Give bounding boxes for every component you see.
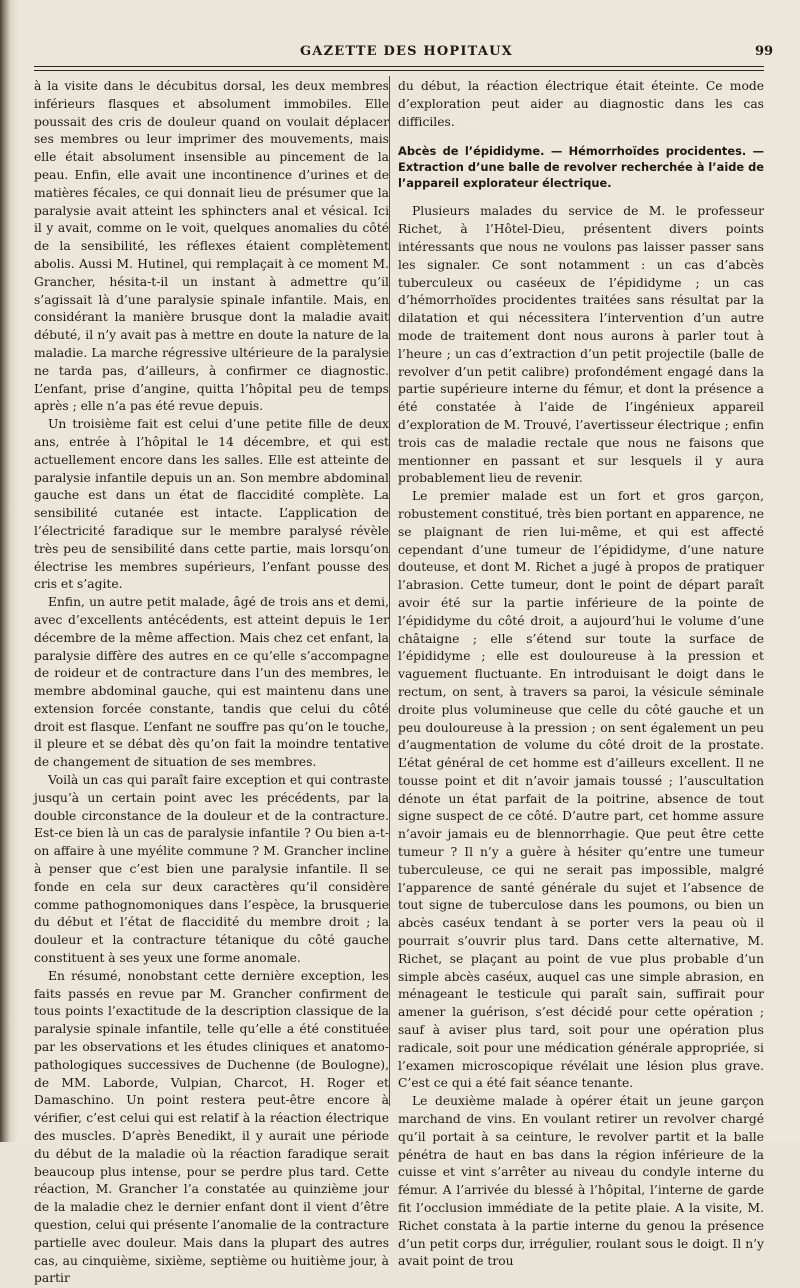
paragraph: Voilà un cas qui paraît faire exception et qui contraste jusqu’à un certain point avec les précédents, par la double circonstance de la douleur et de la contracture. Est-ce bien là un cas de paralysie infantile ? Ou bien a-t-on affaire à une myélite commune ? M. Grancher incline à penser que c’est bien une paralysie infantile. Il se fonde en cela sur deux caractères qu’il considère comme pathognomoniques dans l’espèce, la brusquerie du début et l’état de flaccidité du membre droit ; la douleur et la contracture tétanique du côté gauche constituent à ses yeux une forme anomale. <box>34 773 389 966</box>
paragraph: Enfin, un autre petit malade, âgé de trois ans et demi, avec d’excellents antécédents, est atteint depuis le 1er décembre de la même affection. Mais chez cet enfant, la paralysie diffère des autres en ce qu’elle s’accompagne de roideur et de contracture dans l’un des membres, le membre abdominal gauche, qui est maintenu dans une extension forcée constante, tandis que celui du côté droit est flasque. L’enfant ne souffre pas qu’on le touche, il pleure et se débat dès qu’on fait la moindre tentative de changement de situation de ses membres. <box>34 595 389 770</box>
journal-title: GAZETTE DES HOPITAUX <box>300 44 513 59</box>
paragraph: à la visite dans le décubitus dorsal, les deux membres inférieurs flasques et absolument immobiles. Elle poussait des cris de douleur quand on voulait déplacer ses membres ou leur imprimer des mouvements, mais elle était absolument insensible au pincement de la peau. Enfin, elle avait une incontinence d’urines et de matières fécales, ce qui donnait lieu de présumer que la paralysie avait atteint les sphincters anal et vésical. Ici il y avait, comme on le voit, quelques anomalies du côté de la sensibilité, les réflexes étaient complètement abolis. Aussi M. Hutinel, qui remplaçait à ce moment M. Grancher, hésita-t-il un instant à admettre qu’il s’agissait là d’une paralysie spinale infantile. Mais, en considérant la manière brusque dont la maladie avait débuté, il n’y avait pas à mettre en doute la nature de la maladie. La marche régressive ultérieure de la paralysie ne tarda pas, d’ailleurs, à confirmer ce diagnostic. L’enfant, prise d’angine, quitta l’hôpital peu de temps après ; elle n’a pas été revue depuis. <box>34 79 389 414</box>
paragraph: Un troisième fait est celui d’une petite fille de deux ans, entrée à l’hôpital le 14 décembre, et qui est actuellement encore dans les salles. Elle est atteinte de paralysie infantile depuis un an. Son membre abdominal gauche est dans un état de flaccidité complète. La sensibilité cutanée est intacte. L’application de l’électricité faradique sur le membre paralysé révèle très peu de sensibilité dans cette partie, mais lorsqu’on électrise les membres supérieurs, l’enfant pousse des cris et s’agite. <box>34 417 389 592</box>
page-header <box>0 38 800 64</box>
paragraph: Plusieurs malades du service de M. le professeur Richet, à l’Hôtel-Dieu, présentent divers points intéressants que nous ne voulons pas laisser passer sans les signaler. Ce sont notamment : un cas d’abcès tuberculeux ou caséeux de l’épididyme ; un cas d’hémorrhoïdes procidentes traitées sans résultat par la dilatation et qui nécessitera l’intervention d’un autre mode de traitement dont nous aurons à parler tout à l’heure ; un cas d’extraction d’un petit projectile (balle de revolver d’un petit calibre) profondément engagé dans la partie supérieure interne du fémur, et dont la présence a été constatée à l’aide de l’ingénieux appareil d’exploration de M. Trouvé, l’avertisseur électrique ; enfin trois cas de maladie rectale que nous ne faisons que mentionner en passant et sur lesquels il y aura probablement lieu de revenir. <box>398 204 764 486</box>
header-rule-bottom <box>34 70 764 71</box>
section-heading: Abcès de l’épididyme. — Hémorrhoïdes procidentes. — Extraction d’une balle de revolver recherchée à l’aide de l’appareil explorateur électrique. <box>398 144 764 191</box>
paragraph: Le deuxième malade à opérer était un jeune garçon marchand de vins. En voulant retirer un revolver chargé qu’il portait à sa ceinture, le revolver partit et la balle pénétra de haut en bas dans la région inférieure de la cuisse et vint s’arrêter au niveau du condyle interne du fémur. A l’arrivée du blessé à l’hôpital, l’interne de garde fit l’occlusion immédiate de la petite plaie. A la visite, M. Richet constata à la partie interne du genou la présence d’un petit corps dur, irrégulier, roulant sous le doigt. Il n’y avait point de trou <box>398 1094 764 1269</box>
right-column <box>398 78 764 1271</box>
page-number: 99 <box>755 44 774 59</box>
column-divider <box>389 76 390 1106</box>
left-column <box>34 78 389 1288</box>
paragraph: En résumé, nonobstant cette dernière exception, les faits passés en revue par M. Grancher confirment de tous points l’exactitude de la description classique de la paralysie spinale infantile, telle qu’elle a été constituée par les observations et les études cliniques et anatomo-pathologiques successives de Duchenne (de Boulogne), de MM. Laborde, Vulpian, Charcot, H. Roger et Damaschino. Un point restera peut-être encore à vérifier, c’est celui qui est relatif à la réaction électrique des muscles. D’après Benedikt, il y aurait une période du début de la maladie où la réaction faradique serait beaucoup plus intense, pour se perdre plus tard. Cette réaction, M. Grancher l’a constatée au quinzième jour de la maladie chez le dernier enfant dont il vient d’être question, celui qui présente l’anomalie de la contracture partielle avec douleur. Mais dans la plupart des autres cas, au cinquième, sixième, septième ou huitième jour, à partir <box>34 968 389 1286</box>
header-rule-top <box>34 66 764 67</box>
paragraph: Le premier malade est un fort et gros garçon, robustement constitué, très bien portant en apparence, ne se plaignant de rien lui-même, et qui est affecté cependant d’une tumeur de l’épididyme, d’une nature douteuse, et dont M. Richet a jugé à propos de pratiquer l’abrasion. Cette tumeur, dont le point de départ paraît avoir été sur la partie inférieure de la pointe de l’épididyme du côté droit, a aujourd’hui le volume d’une châtaigne ; elle s’étend sur toute la surface de l’épididyme ; elle est douloureuse à la pression et vaguement fluctuante. En introduisant le doigt dans le rectum, on sent, à travers sa paroi, la vésicule séminale droite plus volumineuse que celle du côté gauche et un peu douloureuse à la pression ; on sent également un peu d’augmentation de volume du côté droit de la prostate. L’état général de cet homme est d’ailleurs excellent. Il ne tousse point et dit n’avoir jamais toussé ; l’auscultation dénote un état parfait de la poitrine, absence de tout signe suspect de ce côté. D’autre part, cet homme assure n’avoir jamais eu de blennorrhagie. Que peut être cette tumeur ? Il n’y a guère à hésiter qu’entre une tumeur tuberculeuse, ce qui ne serait pas impossible, malgré l’apparence de santé générale du sujet et l’absence de tout signe de tuberculose dans les poumons, ou bien un abcès caséux tendant à se porter vers la peau où il pourrait s’ouvrir plus tard. Dans cette alternative, M. Richet, se plaçant au point de vue plus probable d’un simple abcès caséux, auquel cas une simple abrasion, en ménageant le testicule qui paraît sain, suffirait pour amener la guérison, s’est décidé pour cette opération ; sauf à aviser plus tard, soit pour une opération plus radicale, soit pour une médication générale appropriée, si l’examen microscopique révélait une lésion plus grave. C’est ce qui a été fait séance tenante. <box>398 489 764 1091</box>
paragraph: du début, la réaction électrique était éteinte. Ce mode d’exploration peut aider au diagnostic dans les cas difficiles. <box>398 79 764 129</box>
